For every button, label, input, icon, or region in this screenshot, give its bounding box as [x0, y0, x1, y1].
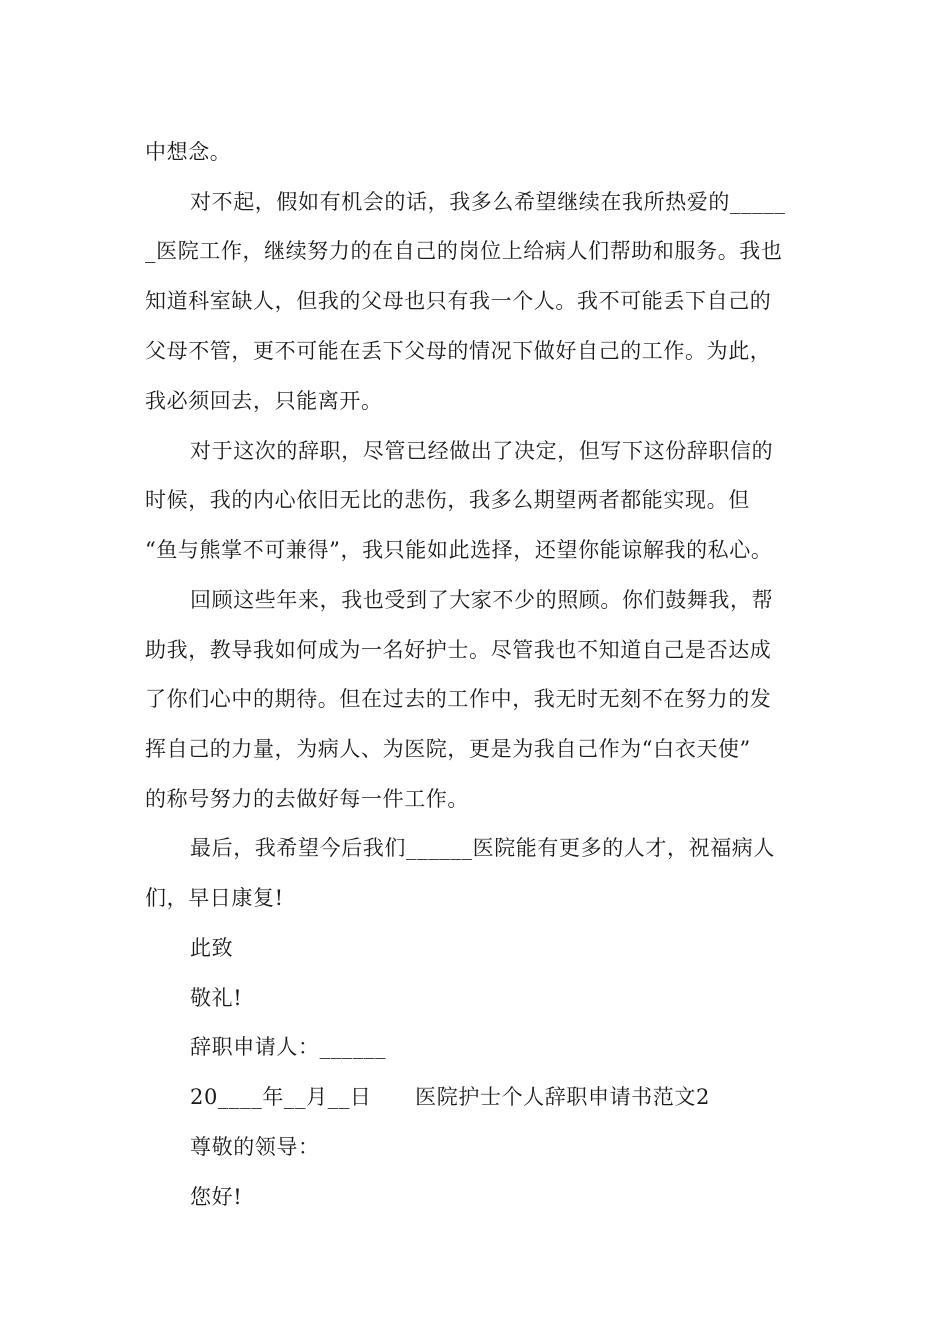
- body-line: 知道科室缺人，但我的父母也只有我一个人。我不可能丢下自己的: [145, 289, 772, 313]
- closing-regards: 敬礼!: [190, 986, 243, 1010]
- body-line: _医院工作，继续努力的在自己的岗位上给病人们帮助和服务。我也: [145, 239, 783, 263]
- body-line: 们，早日康复!: [145, 886, 284, 910]
- body-line: 的称号努力的去做好每一件工作。: [145, 787, 469, 811]
- paragraph-first-line: 对于这次的辞职，尽管已经做出了决定，但写下这份辞职信的: [190, 439, 774, 463]
- applicant-signature-line: 辞职申请人：______: [190, 1035, 387, 1059]
- body-line: 了你们心中的期待。但在过去的工作中，我无时无刻不在努力的发: [145, 687, 772, 711]
- body-line: 父母不管，更不可能在丢下父母的情况下做好自己的工作。为此，: [145, 339, 772, 363]
- paragraph-first-line: 对不起，假如有机会的话，我多么希望继续在我所热爱的_____: [190, 190, 786, 214]
- body-line: “鱼与熊掌不可兼得”，我只能如此选择，还望你能谅解我的私心。: [145, 538, 773, 562]
- closing-salutation: 此致: [190, 936, 234, 960]
- body-line: 中想念。: [145, 140, 232, 164]
- paragraph-first-line: 最后，我希望今后我们______医院能有更多的人才，祝福病人: [190, 836, 775, 860]
- body-line: 时候，我的内心依旧无比的悲伤，我多么期望两者都能实现。但: [145, 488, 750, 512]
- greeting-hello: 您好!: [190, 1185, 243, 1209]
- body-line: 我必须回去，只能离开。: [145, 389, 383, 413]
- body-line: 助我，教导我如何成为一名好护士。尽管我也不知道自己是否达成: [145, 638, 772, 662]
- greeting-recipient: 尊敬的领导：: [190, 1135, 320, 1159]
- date-and-next-title: 20____年__月__日 医院护士个人辞职申请书范文2: [190, 1085, 710, 1109]
- paragraph-first-line: 回顾这些年来，我也受到了大家不少的照顾。你们鼓舞我，帮: [190, 588, 774, 612]
- body-line: 挥自己的力量，为病人、为医院，更是为我自己作为“白衣天使”: [145, 737, 751, 761]
